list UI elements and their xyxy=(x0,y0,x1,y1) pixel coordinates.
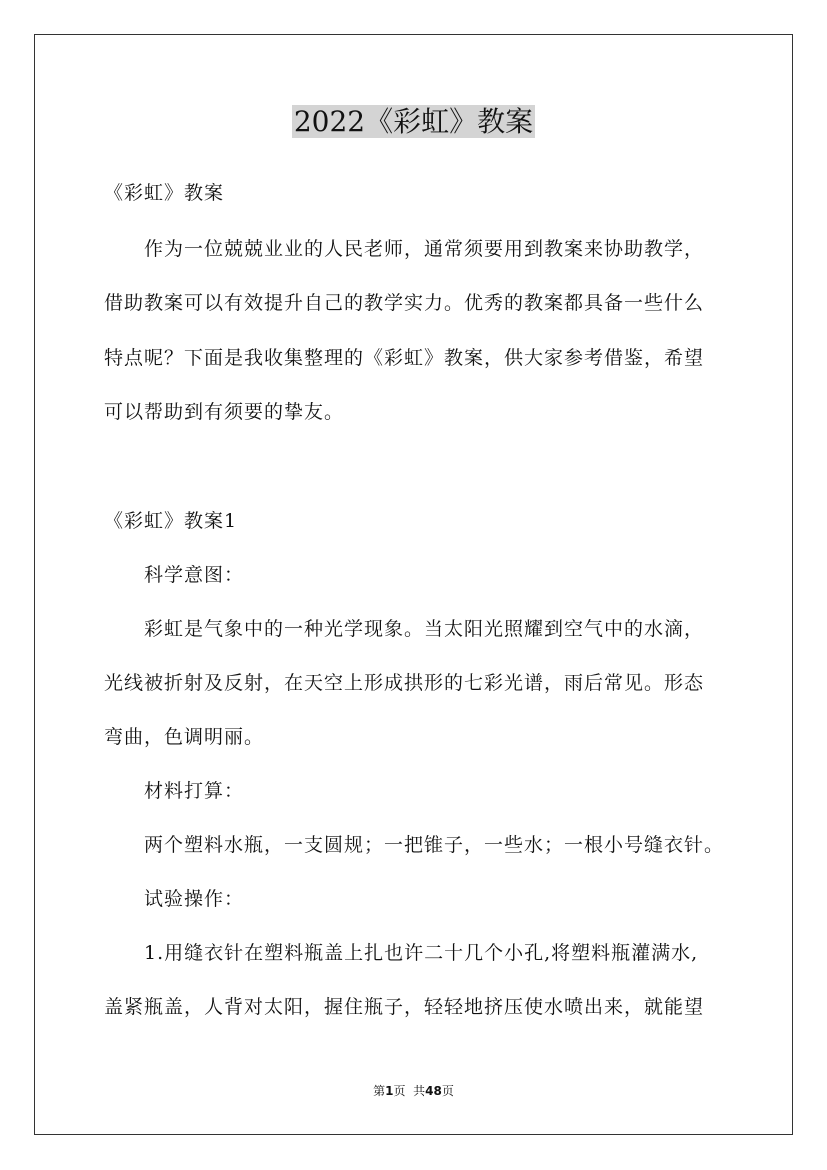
footer-total-suffix: 页 xyxy=(441,1084,454,1098)
document-title xyxy=(0,102,827,142)
operation-line: 盖紧瓶盖，人背对太阳，握住瓶子，轻轻地挤压使水喷出来，就能望 xyxy=(104,996,705,1018)
footer-prefix: 第 xyxy=(373,1084,386,1098)
operation-line: 1.用缝衣针在塑料瓶盖上扎也许二十几个小孔,将塑料瓶灌满水, xyxy=(144,942,699,964)
intro-line: 作为一位兢兢业业的人民老师，通常须要用到教案来协助教学， xyxy=(144,238,705,260)
page-footer xyxy=(0,1083,827,1099)
footer-page-suffix: 页 xyxy=(393,1084,406,1098)
footer-total-prefix: 共 xyxy=(413,1084,426,1098)
intro-line: 可以帮助到有须要的挚友。 xyxy=(104,401,345,423)
materials-label: 材料打算： xyxy=(144,780,245,802)
intent-label: 科学意图： xyxy=(144,564,245,586)
materials-line: 两个塑料水瓶，一支圆规；一把锥子，一些水；一根小号缝衣针。 xyxy=(144,834,725,856)
intent-line: 弯曲，色调明丽。 xyxy=(104,726,265,748)
document-heading: 《彩虹》教案 xyxy=(104,182,225,204)
intent-line: 彩虹是气象中的一种光学现象。当太阳光照耀到空气中的水滴， xyxy=(144,618,705,640)
operation-label: 试验操作： xyxy=(144,888,245,910)
document-title-text: 2022《彩虹》教案 xyxy=(293,105,534,138)
intro-line: 特点呢？下面是我收集整理的《彩虹》教案，供大家参考借鉴，希望 xyxy=(104,347,705,369)
intro-line: 借助教案可以有效提升自己的教学实力。优秀的教案都具备一些什么 xyxy=(104,292,705,314)
intent-line: 光线被折射及反射，在天空上形成拱形的七彩光谱，雨后常见。形态 xyxy=(104,672,705,694)
footer-total-pages: 48 xyxy=(425,1084,442,1098)
footer-current-page: 1 xyxy=(385,1084,394,1098)
section-title: 《彩虹》教案1 xyxy=(104,510,238,532)
